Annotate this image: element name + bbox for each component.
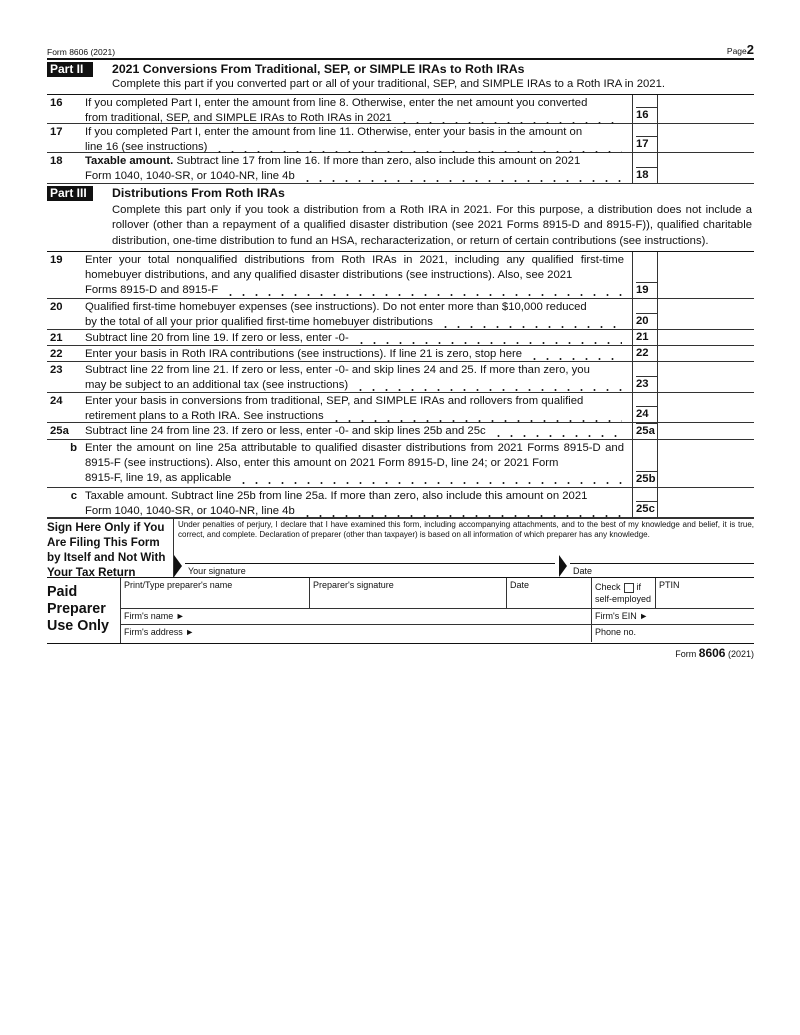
preparer-name-field[interactable]: Print/Type preparer's name: [121, 578, 310, 608]
line-19: [47, 252, 754, 299]
line-24-amount-input[interactable]: [657, 393, 754, 422]
form-footer: Form 8606 (2021): [675, 645, 754, 660]
dot-leader: [301, 169, 622, 184]
line-23: [47, 362, 754, 393]
arrow-icon: [174, 555, 182, 577]
line-number: 17: [50, 126, 63, 138]
line-description: Subtract line 20 from line 19. If zero or less, enter -0-: [85, 330, 632, 345]
line-number: b: [70, 441, 77, 454]
line-description: Subtract line 22 from line 21. If zero or less, enter -0- and skip lines 24 and 25. If more than zero, you may be subject to an additional tax (see instructions): [85, 362, 632, 392]
line-23-amount-input[interactable]: [657, 362, 754, 392]
part-3-instructions: Complete this part only if you took a distribution from a Roth IRA in 2021. For this purpose, a distribution does not include a rollover (other than a repayment of a qualified disaster distribution (see 2021 Forms 8915-D and 8915-F)), qualified charitable distribution, one-time distribution to fund an HSA, recharacterization, or return of certain contributions (see instructions).: [47, 201, 754, 252]
line-22-amount-input[interactable]: [657, 346, 754, 361]
line-description: Enter the amount on line 25a attributable to qualified disaster distributions from 2021 Forms 8915-D and 8915-F (see instructions). Also, enter this amount on 2021 Form 8915-D, line 24; or 2021 Form 8915-F, line 19, as applicable: [85, 441, 624, 484]
line-number: 16: [50, 97, 63, 109]
line-description: Subtract line 24 from line 23. If zero or less, enter -0- and skip lines 25b and 25c: [85, 423, 632, 439]
line-number: 18: [50, 155, 63, 167]
line-description: Taxable amount. Subtract line 17 from line 16. If more than zero, also include this amount on 2021 Form 1040, 1040-SR, or 1040-NR, line 4b: [85, 153, 632, 183]
firm-address-field[interactable]: Firm's address ►: [121, 625, 592, 642]
firm-name-field[interactable]: Firm's name ►: [121, 609, 592, 624]
line-box-label: 22: [632, 346, 657, 361]
dot-leader: [528, 347, 622, 362]
line-18-amount-input[interactable]: [657, 153, 754, 183]
line-number: 25a: [50, 424, 69, 437]
line-25b: [47, 440, 754, 488]
preparer-signature-field[interactable]: Preparer's signature: [310, 578, 507, 608]
line-25b-amount-input[interactable]: [657, 440, 754, 487]
line-box-label: 17: [632, 124, 657, 152]
ptin-field[interactable]: PTIN: [659, 579, 680, 590]
line-24: [47, 393, 754, 423]
dot-leader: [492, 424, 622, 439]
part-2-header: [47, 60, 754, 77]
line-25c: [47, 488, 754, 518]
line-box-label: 18: [632, 153, 657, 183]
part-2-tag: Part II: [47, 62, 93, 77]
line-25a: [47, 423, 754, 440]
line-description: If you completed Part I, enter the amount from line 8. Otherwise, enter the net amount you converted from traditional, SEP, and SIMPLE IRAs to Roth IRAs in 2021: [85, 95, 632, 123]
phone-field[interactable]: Phone no.: [595, 626, 637, 637]
line-25c-amount-input[interactable]: [657, 488, 754, 517]
line-description: Enter your total nonqualified distributions from Roth IRAs in 2021, including any qualified first-time homebuyer distributions, and any qualified disaster distributions (see instructions). Also, see 2021 Forms 8915-D and 8915-F: [85, 253, 624, 296]
line-box-label: 25c: [632, 488, 657, 517]
dot-leader: [355, 331, 622, 346]
line-16: [47, 95, 754, 124]
page-header: [47, 42, 754, 60]
preparer-date-field[interactable]: Date: [507, 578, 592, 608]
line-description: Enter your basis in Roth IRA contributions (see instructions). If line 21 is zero, stop here: [85, 346, 632, 361]
line-21: [47, 330, 754, 346]
dot-leader: [224, 283, 622, 298]
line-number: 19: [50, 253, 63, 266]
line-description: If you completed Part I, enter the amount from line 11. Otherwise, enter your basis in the amount on line 16 (see instructions): [85, 124, 632, 152]
part-3-title: Distributions From Roth IRAs: [112, 186, 285, 200]
self-employed-checkbox-cell: Check if self-employed: [592, 578, 656, 608]
self-employed-checkbox[interactable]: [624, 583, 634, 593]
line-box-label: 25a: [632, 423, 657, 439]
line-number: 23: [50, 363, 63, 376]
line-number: 24: [50, 394, 63, 407]
sign-here-section: [47, 518, 754, 578]
date-field[interactable]: Date: [570, 563, 754, 576]
dot-leader: [330, 409, 622, 424]
dot-leader: [439, 315, 622, 330]
dot-leader: [301, 504, 622, 519]
page-number: Page2: [726, 42, 754, 57]
line-20: [47, 299, 754, 330]
sign-here-label: Sign Here Only if You Are Filing This Form by Itself and Not With Your Tax Return: [47, 519, 174, 577]
part-2-subtitle: Complete this part if you converted part or all of your traditional, SEP, and SIMPLE IRAs to a Roth IRA in 2021.: [47, 77, 754, 95]
line-16-amount-input[interactable]: [657, 95, 754, 123]
paid-preparer-section: [47, 578, 754, 644]
line-box-label: 23: [632, 362, 657, 392]
dot-leader: [354, 378, 622, 393]
arrow-icon: [559, 555, 567, 577]
line-description: Enter your basis in conversions from traditional, SEP, and SIMPLE IRAs and rollovers from qualified retirement plans to a Roth IRA. See instructions: [85, 393, 632, 422]
line-number: 22: [50, 347, 63, 360]
line-19-amount-input[interactable]: [657, 252, 754, 298]
line-17: [47, 124, 754, 153]
part-3-header: [47, 184, 754, 201]
paid-preparer-label: Paid Preparer Use Only: [47, 583, 109, 634]
line-box-label: 25b: [632, 440, 657, 487]
line-description: Qualified first-time homebuyer expenses (see instructions). Do not enter more than $10,000 reduced by the total of all your prior qualified first-time homebuyer distributions: [85, 299, 632, 329]
line-20-amount-input[interactable]: [657, 299, 754, 329]
line-number: c: [70, 489, 77, 502]
form-8606-page-2: [47, 42, 754, 660]
perjury-declaration: Under penalties of perjury, I declare that I have examined this form, including accompanying attachments, and to the best of my knowledge and belief, it is true, correct, and complete. Declaration of preparer (other than taxpayer) is based on all information of which preparer has any knowledge.: [178, 519, 754, 539]
line-box-label: 24: [632, 393, 657, 422]
line-25a-amount-input[interactable]: [657, 423, 754, 439]
form-label: Form 8606 (2021): [47, 47, 116, 57]
firm-ein-field[interactable]: Firm's EIN ►: [595, 610, 649, 621]
line-21-amount-input[interactable]: [657, 330, 754, 345]
line-number: 20: [50, 300, 63, 313]
line-description: Taxable amount. Subtract line 25b from line 25a. If more than zero, also include this amount on 2021 Form 1040, 1040-SR, or 1040-NR, line 4b: [85, 488, 632, 517]
line-box-label: 16: [632, 95, 657, 123]
line-22: [47, 346, 754, 362]
your-signature-field[interactable]: Your signature: [185, 563, 555, 576]
line-box-label: 20: [632, 299, 657, 329]
part-2-title: 2021 Conversions From Traditional, SEP, or SIMPLE IRAs to Roth IRAs: [112, 62, 525, 76]
line-number: 21: [50, 331, 63, 344]
line-box-label: 19: [632, 252, 657, 298]
part-3-tag: Part III: [47, 186, 93, 201]
dot-leader: [237, 471, 622, 486]
line-box-label: 21: [632, 330, 657, 345]
line-18: [47, 153, 754, 184]
line-17-amount-input[interactable]: [657, 124, 754, 152]
